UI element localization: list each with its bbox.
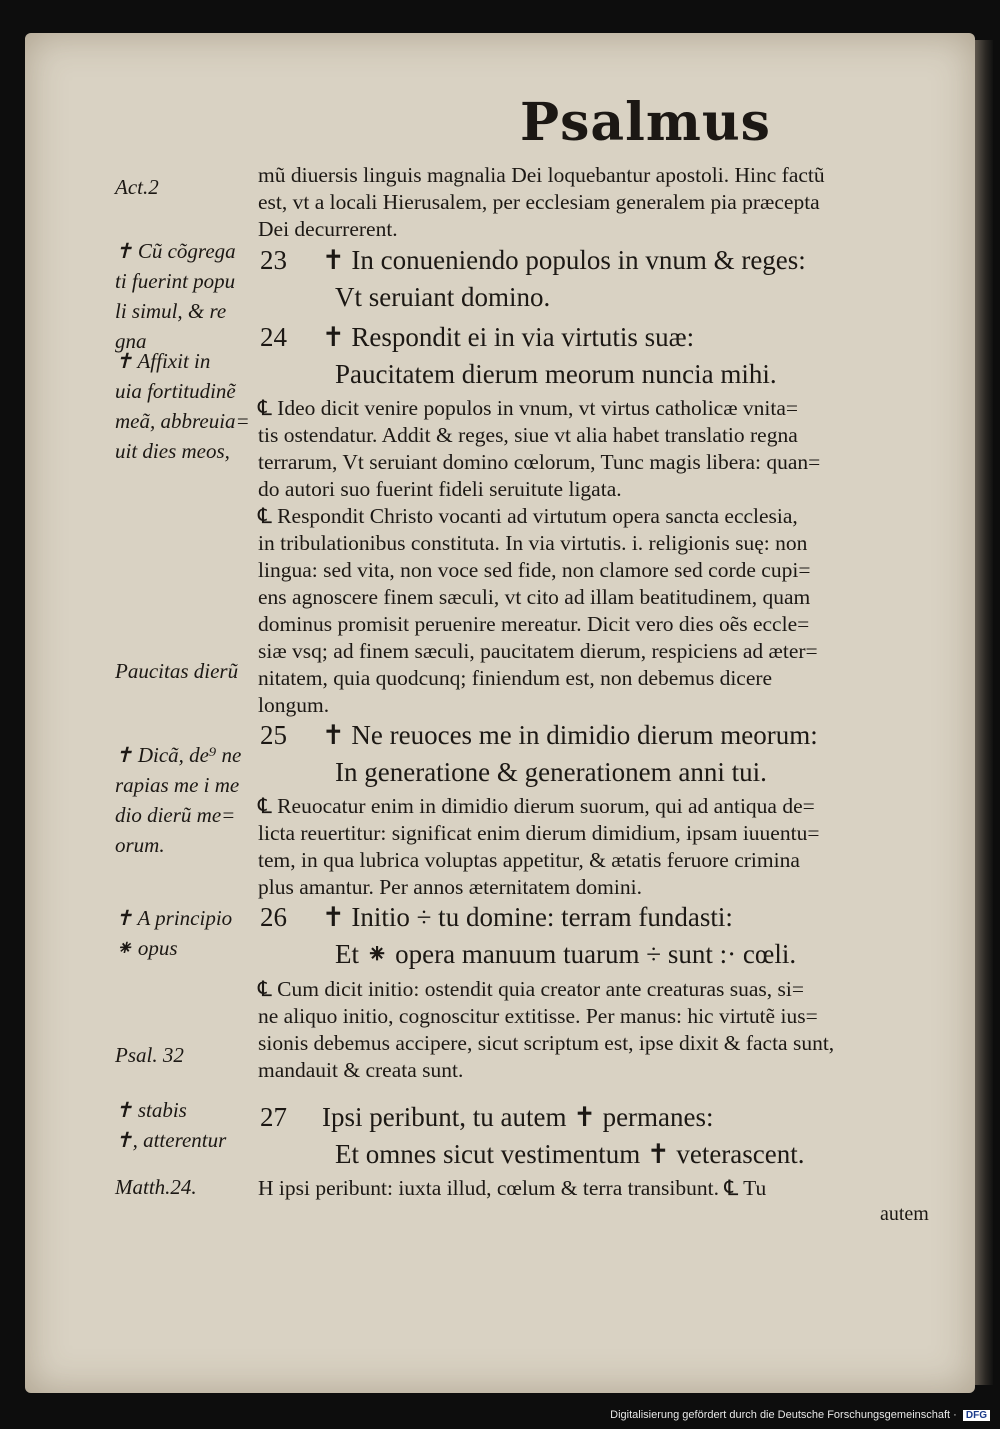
commentary-line: ℄ Ideo dicit venire populos in vnum, vt virtus catholicæ vnita= bbox=[258, 396, 799, 420]
verse-number: 25 bbox=[260, 720, 287, 750]
verse-line: ✝ Respondit ei in via virtutis suæ: bbox=[322, 322, 695, 352]
commentary-line: tem, in qua lubrica voluptas appetitur, & ætatis feruore crimina bbox=[258, 848, 800, 872]
commentary-line: tis ostendatur. Addit & reges, siue vt alia habet translatio regna bbox=[258, 423, 798, 447]
verse-number: 26 bbox=[260, 902, 287, 932]
footer-text: Digitalisierung gefördert durch die Deutsche Forschungsgemeinschaft · bbox=[610, 1409, 957, 1421]
verse-number: 27 bbox=[260, 1102, 287, 1132]
commentary-line: ens agnoscere finem sæculi, vt cito ad illam beatitudinem, quam bbox=[258, 585, 811, 609]
verse-line: In generatione & generationem anni tui. bbox=[335, 757, 767, 787]
commentary-line: do autori suo fuerint fideli seruitute ligata. bbox=[258, 477, 622, 501]
margin-note-line: ✝ Dicã, de⁹ ne bbox=[115, 743, 242, 767]
commentary-line: ℄ Cum dicit initio: ostendit quia creator ante creaturas suas, si= bbox=[258, 977, 804, 1001]
verse-line: Et ⁕ opera manuum tuarum ÷ sunt :· cœli. bbox=[335, 939, 797, 969]
verse-line: Ipsi peribunt, tu autem ✝ permanes: bbox=[322, 1102, 714, 1132]
verse-line: ✝ Ne reuoces me in dimidio dierum meorum: bbox=[322, 720, 818, 750]
verse-number: 24 bbox=[260, 322, 287, 352]
margin-note-line: meã, abbreuia= bbox=[115, 409, 250, 433]
margin-note-line: ✝ Cũ cõgrega bbox=[115, 239, 236, 263]
commentary-line: sionis debemus accipere, sicut scriptum est, ipse dixit & facta sunt, bbox=[258, 1031, 835, 1055]
margin-note-line: Matth.24. bbox=[115, 1175, 197, 1199]
margin-note-line: uia fortitudinẽ bbox=[115, 379, 236, 403]
margin-note-line: ✝ stabis bbox=[115, 1098, 187, 1122]
verse-number: 23 bbox=[260, 245, 287, 275]
funding-footer bbox=[610, 1409, 990, 1421]
commentary-line: lingua: sed vita, non voce sed fide, non clamore sed corde cupi= bbox=[258, 558, 811, 582]
commentary-line: nitatem, quia quodcunq; finiendum est, non debemus dicere bbox=[258, 666, 773, 690]
margin-note-line: uit dies meos, bbox=[115, 439, 230, 463]
margin-note-line: ✝, atterentur bbox=[115, 1128, 227, 1152]
verse-line: ✝ Initio ÷ tu domine: terram fundasti: bbox=[322, 902, 733, 932]
commentary-line: Dei decurrerent. bbox=[258, 217, 398, 241]
margin-note-line: ✝ Affixit in bbox=[115, 349, 211, 373]
margin-note-line: Paucitas dierũ bbox=[115, 659, 239, 683]
commentary-line: mũ diuersis linguis magnalia Dei loquebantur apostoli. Hinc factũ bbox=[258, 163, 825, 187]
margin-note-line: dio dierũ me= bbox=[115, 803, 236, 827]
verse-line: Et omnes sicut vestimentum ✝ veterascent. bbox=[335, 1139, 805, 1169]
margin-note-line: li simul, & re bbox=[115, 299, 227, 323]
running-head: Psalmus bbox=[520, 92, 771, 153]
commentary-line: dominus promisit peruenire mereatur. Dicit vero dies oẽs eccle= bbox=[258, 612, 810, 636]
commentary-line: longum. bbox=[258, 693, 330, 717]
verse-line: ✝ In conueniendo populos in vnum & reges: bbox=[322, 245, 806, 275]
commentary-line: mandauit & creata sunt. bbox=[258, 1058, 464, 1082]
margin-note-line: ⁕ opus bbox=[115, 936, 178, 960]
commentary-line: ne aliquo initio, cognoscitur extitisse. Per manus: hic virtutẽ ius= bbox=[258, 1004, 818, 1028]
commentary-line: plus amantur. Per annos æternitatem domini. bbox=[258, 875, 642, 899]
margin-note-line: ti fuerint popu bbox=[115, 269, 236, 293]
commentary-line: ℄ Reuocatur enim in dimidio dierum suorum, qui ad antiqua de= bbox=[258, 794, 815, 818]
page-edge bbox=[975, 40, 993, 1385]
margin-note-line: Psal. 32 bbox=[115, 1043, 184, 1067]
margin-note-line: rapias me i me bbox=[115, 773, 240, 797]
dfg-logo: DFG bbox=[963, 1410, 990, 1421]
margin-note-line: ✝ A principio bbox=[115, 906, 233, 930]
catchword: autem bbox=[880, 1203, 929, 1225]
commentary-line: licta reuertitur: significat enim dierum dimidium, ipsam iuuentu= bbox=[258, 821, 820, 845]
verse-line: Vt seruiant domino. bbox=[335, 282, 551, 312]
commentary-line: terrarum, Vt seruiant domino cœlorum, Tunc magis libera: quan= bbox=[258, 450, 821, 474]
verse-line: Paucitatem dierum meorum nuncia mihi. bbox=[335, 359, 777, 389]
commentary-line: siæ vsq; ad finem sæculi, paucitatem dierum, respiciens ad æter= bbox=[258, 639, 818, 663]
commentary-line: est, vt a locali Hierusalem, per ecclesiam generalem pia præcepta bbox=[258, 190, 820, 214]
commentary-line: ℄ Respondit Christo vocanti ad virtutum opera sancta ecclesia, bbox=[258, 504, 798, 528]
commentary-line: in tribulationibus constituta. In via virtutis. i. religionis suę: non bbox=[258, 531, 808, 555]
margin-note-line: gna bbox=[115, 329, 147, 353]
commentary-line: H ipsi peribunt: iuxta illud, cœlum & terra transibunt. ℄ Tu bbox=[258, 1176, 767, 1200]
margin-note-line: orum. bbox=[115, 833, 165, 857]
margin-note-line: Act.2 bbox=[115, 175, 159, 199]
